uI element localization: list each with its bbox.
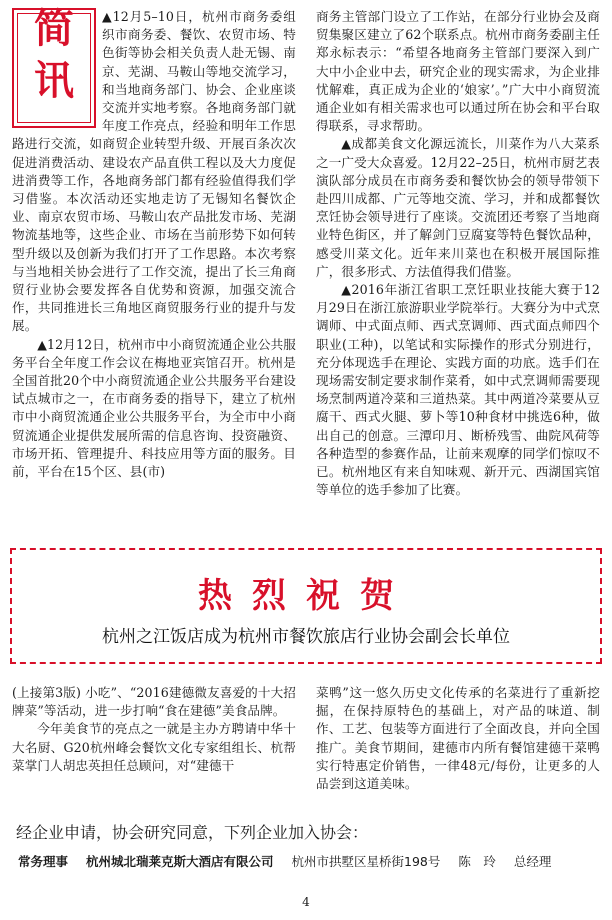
member-row xyxy=(18,852,565,870)
member-company: 杭州城北瑞莱克斯大酒店有限公司 xyxy=(86,854,274,869)
continued-article-intro: (上接第3版) 小吃”、“2016建德微友喜爱的十大招牌菜”等活动，进一步打响“食在建德”美食品牌。 xyxy=(12,685,296,719)
congratulations-title: 热烈祝贺 xyxy=(198,576,414,616)
news-item-platform-meeting: ▲12月12日，杭州市中小商贸流通企业公共服务平台全年度工作会议在梅地亚宾馆召开。杭州是全国首批20个中小商贸流通企业公共服务平台建设试点城市之一，在市商务委的指导下，建立了杭州市中小商贸流通企业公共服务平台，为全市中小商贸流通企业提供发展所需的信息咨询、投资融资、市场开拓、管理提升、科技应用等方面的服务。目前，平台在15个区、县(市) xyxy=(12,336,296,480)
continued-article-end: 菜鸭”这一悠久历史文化传承的名菜进行了重新挖掘，在保持原特色的基础上，对产品的味道、制作、工艺、包装等方面进行了全面改良，并向全国推广。美食节期间，建德市内所有餐馆建德干菜鸭实行特惠定价销售，一律48元/每份，让更多的人品尝到这道美味。 xyxy=(316,685,600,792)
left-news-column xyxy=(12,5,296,481)
member-contact: 陈 玲 xyxy=(458,854,496,869)
badge-char-1: 简 xyxy=(33,5,75,52)
right-news-column xyxy=(316,8,600,499)
lower-right-column xyxy=(316,684,600,793)
congratulations-subtitle: 杭州之江饭店成为杭州市餐饮旅店行业协会副会长单位 xyxy=(102,627,510,647)
news-item-delegation: ▲12月5–10日，杭州市商务委组织市商务委、餐饮、农贸市场、特色街等协会相关负责人赴无锡、南京、芜湖、马鞍山等地交流学习，和当地商务部门、协会、企业座谈交流并实地考察。各地商务部门就年度工作亮点，经验和明年工作思路进行交流，如商贸企业转型升级、开展百条次次促进消费活动、建设农产品直供工程以及大力度促进消费等工作，各地商务部门都有经验值得我们学习借鉴。本次活动还实地走访了无锡知名餐饮企业、南京农贸市场、马鞍山农产品批发市场、芜湖物流基地等，这些企业、市场在当前形势下如何转型升级以及创新为我们打开了工作思路。本次考察与当地相关协会进行了工作交流，提出了长三角商贸行业协会要发挥各自优势和资源，加强交流合作，共同推进长三角地区商贸服务行业的提升与发展。 xyxy=(12,9,296,334)
page-number: 4 xyxy=(302,895,310,909)
news-item-platform-cont: 商务主管部门设立了工作站，在部分行业协会及商贸集聚区建立了62个联系点。杭州市商务委副主任郑永标表示：“希望各地商务主管部门要深入到广大中小企业中去，研究企业的现实需求，为企业排忧解难，真正成为企业的‘娘家’。”广大中小商贸流通企业如有相关需求也可以通过所在协会和平台取得联系，寻求帮助。 xyxy=(316,9,600,134)
news-item-cooking-contest: ▲2016年浙江省职工烹饪职业技能大赛于12月29日在浙江旅游职业学院举行。大赛分为中式烹调师、中式面点师、西式烹调师、西式面点师四个职业(工种)，以笔试和实际操作的形式分别进行，充分体现选手在理论、实践方面的功底。选手们在现场需安制定要求制作菜肴，如中式烹调师需要现场烹制两道冷菜和三道热菜。其中两道冷菜要从豆腐干、西式火腿、萝卜等10种食材中挑选6种，做出自己的创意。三潭印月、断桥残雪、曲院风荷等各种造型的参赛作品，让前来观摩的同学们惊叹不已。杭州地区有来自知味观、新开元、西湖国宾馆等单位的选手参加了比赛。 xyxy=(316,282,600,498)
congratulations-box xyxy=(10,548,602,664)
brief-news-badge xyxy=(12,5,96,128)
member-role: 常务理事 xyxy=(18,854,69,869)
membership-announcement: 经企业申请，协会研究同意，下列企业加入协会： xyxy=(16,823,369,842)
lower-left-column xyxy=(12,684,296,775)
member-title: 总经理 xyxy=(513,854,552,869)
continued-article-para: 今年美食节的亮点之一就是主办方聘请中华十大名厨、G20杭州峰会餐饮文化专家组组长、杭帮菜掌门人胡忠英担任总顾问，对“建德干 xyxy=(12,721,296,773)
news-item-chengdu: ▲成都美食文化源远流长，川菜作为八大菜系之一广受大众喜爱。12月22–25日，杭州市厨艺表演队部分成员在市商务委和餐饮协会的领导带领下赴四川成都、广元等地交流、学习，并和成都餐饮烹饪协会领导进行了座谈。交流团还考察了当地商业特色街区，并了解剑门豆腐宴等特色餐饮品种，感受川菜文化。近年来川菜也在积极开展国际推广，很多形式、方法值得我们借鉴。 xyxy=(316,136,600,279)
member-address: 杭州市拱墅区星桥街198号 xyxy=(291,854,441,869)
badge-char-2: 讯 xyxy=(33,57,75,104)
